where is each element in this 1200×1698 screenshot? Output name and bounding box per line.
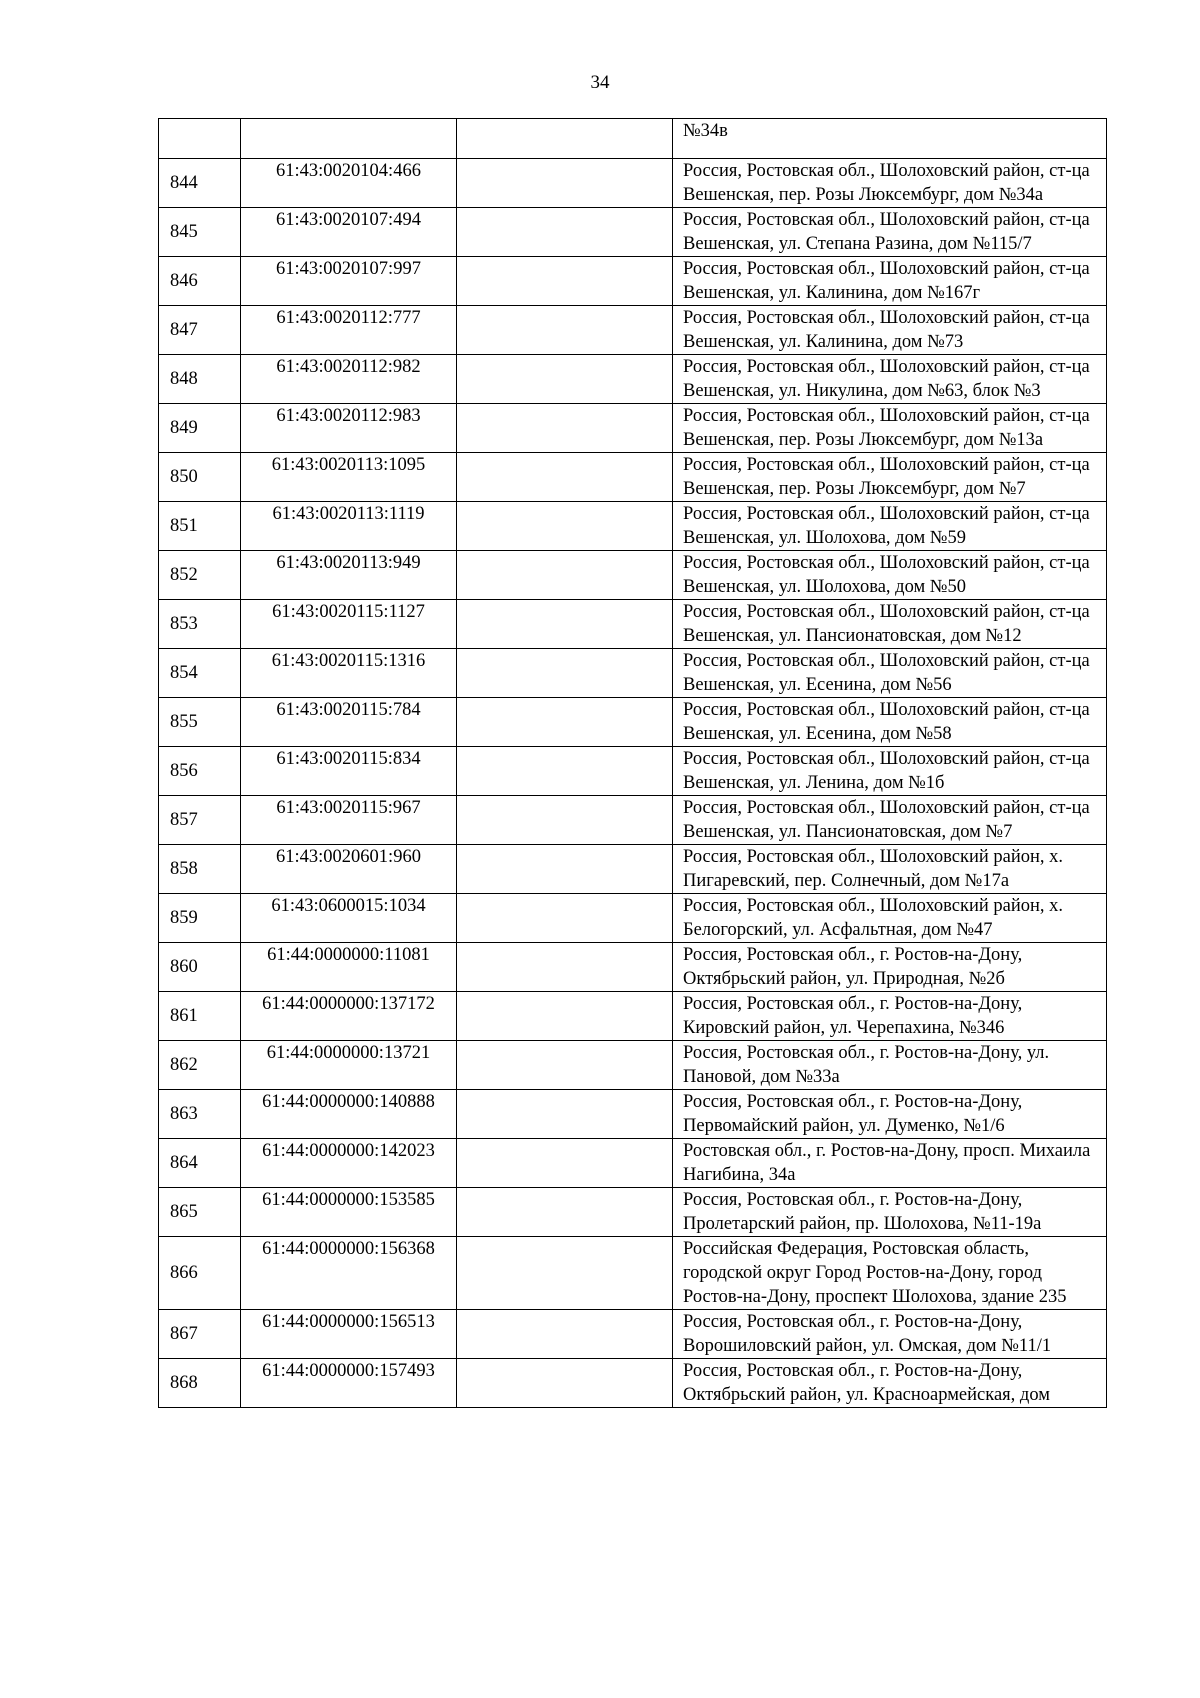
row-number-cell: 854 bbox=[159, 649, 241, 698]
table-row bbox=[159, 894, 1107, 943]
empty-cell bbox=[457, 1188, 673, 1237]
address-cell: Россия, Ростовская обл., г. Ростов-на-Дону, Кировский район, ул. Черепахина, №346 bbox=[673, 992, 1107, 1041]
row-number-cell: 863 bbox=[159, 1090, 241, 1139]
address-cell: Российская Федерация, Ростовская область, городской округ Город Ростов-на-Дону, город Ростов-на-Дону, проспект Шолохова, здание 235 bbox=[673, 1237, 1107, 1310]
address-cell: Россия, Ростовская обл., Шолоховский район, ст-ца Вешенская, пер. Розы Люксембург, дом №7 bbox=[673, 453, 1107, 502]
empty-cell bbox=[457, 747, 673, 796]
table-row bbox=[159, 355, 1107, 404]
cadastral-number-cell: 61:44:0000000:142023 bbox=[241, 1139, 457, 1188]
cadastral-number-cell: 61:44:0000000:11081 bbox=[241, 943, 457, 992]
row-number-cell: 850 bbox=[159, 453, 241, 502]
table-row bbox=[159, 600, 1107, 649]
cadastral-number-cell: 61:43:0600015:1034 bbox=[241, 894, 457, 943]
cadastral-number-cell: 61:44:0000000:140888 bbox=[241, 1090, 457, 1139]
empty-cell bbox=[457, 1090, 673, 1139]
empty-cell bbox=[457, 1237, 673, 1310]
row-number-cell: 859 bbox=[159, 894, 241, 943]
address-cell: Россия, Ростовская обл., Шолоховский район, ст-ца Вешенская, ул. Есенина, дом №56 bbox=[673, 649, 1107, 698]
row-number-cell: 860 bbox=[159, 943, 241, 992]
cadastral-number-cell bbox=[241, 119, 457, 159]
empty-cell bbox=[457, 1359, 673, 1408]
table-row bbox=[159, 159, 1107, 208]
address-cell: Ростовская обл., г. Ростов-на-Дону, просп. Михаила Нагибина, 34а bbox=[673, 1139, 1107, 1188]
table-row bbox=[159, 943, 1107, 992]
row-number-cell: 851 bbox=[159, 502, 241, 551]
cadastral-number-cell: 61:43:0020115:1127 bbox=[241, 600, 457, 649]
table-row bbox=[159, 208, 1107, 257]
page-number: 34 bbox=[590, 72, 610, 93]
address-cell: Россия, Ростовская обл., г. Ростов-на-Дону, Октябрьский район, ул. Красноармейская, дом bbox=[673, 1359, 1107, 1408]
empty-cell bbox=[457, 1310, 673, 1359]
address-cell: Россия, Ростовская обл., Шолоховский район, ст-ца Вешенская, ул. Степана Разина, дом №115/7 bbox=[673, 208, 1107, 257]
empty-cell bbox=[457, 119, 673, 159]
empty-cell bbox=[457, 502, 673, 551]
cadastral-number-cell: 61:43:0020104:466 bbox=[241, 159, 457, 208]
empty-cell bbox=[457, 894, 673, 943]
cadastral-number-cell: 61:44:0000000:156368 bbox=[241, 1237, 457, 1310]
cadastral-number-cell: 61:43:0020115:967 bbox=[241, 796, 457, 845]
cadastral-number-cell: 61:43:0020601:960 bbox=[241, 845, 457, 894]
registry-table-body bbox=[159, 119, 1107, 1408]
address-cell: Россия, Ростовская обл., Шолоховский район, ст-ца Вешенская, ул. Пансионатовская, дом №12 bbox=[673, 600, 1107, 649]
row-number-cell: 846 bbox=[159, 257, 241, 306]
row-number-cell: 849 bbox=[159, 404, 241, 453]
row-number-cell: 864 bbox=[159, 1139, 241, 1188]
empty-cell bbox=[457, 551, 673, 600]
row-number-cell: 857 bbox=[159, 796, 241, 845]
empty-cell bbox=[457, 698, 673, 747]
cadastral-number-cell: 61:43:0020112:777 bbox=[241, 306, 457, 355]
cadastral-number-cell: 61:43:0020107:494 bbox=[241, 208, 457, 257]
table-row bbox=[159, 796, 1107, 845]
cadastral-number-cell: 61:44:0000000:137172 bbox=[241, 992, 457, 1041]
address-cell: Россия, Ростовская обл., Шолоховский район, ст-ца Вешенская, ул. Есенина, дом №58 bbox=[673, 698, 1107, 747]
table-row bbox=[159, 845, 1107, 894]
empty-cell bbox=[457, 257, 673, 306]
empty-cell bbox=[457, 1041, 673, 1090]
empty-cell bbox=[457, 796, 673, 845]
row-number-cell: 855 bbox=[159, 698, 241, 747]
empty-cell bbox=[457, 649, 673, 698]
table-row bbox=[159, 1090, 1107, 1139]
table-row bbox=[159, 1359, 1107, 1408]
row-number-cell: 862 bbox=[159, 1041, 241, 1090]
empty-cell bbox=[457, 1139, 673, 1188]
table-row bbox=[159, 502, 1107, 551]
address-cell: Россия, Ростовская обл., г. Ростов-на-Дону, ул. Пановой, дом №33а bbox=[673, 1041, 1107, 1090]
table-row bbox=[159, 1188, 1107, 1237]
cadastral-number-cell: 61:44:0000000:153585 bbox=[241, 1188, 457, 1237]
cadastral-number-cell: 61:44:0000000:156513 bbox=[241, 1310, 457, 1359]
address-cell: Россия, Ростовская обл., г. Ростов-на-Дону, Первомайский район, ул. Думенко, №1/6 bbox=[673, 1090, 1107, 1139]
row-number-cell: 861 bbox=[159, 992, 241, 1041]
cadastral-number-cell: 61:43:0020107:997 bbox=[241, 257, 457, 306]
address-cell: Россия, Ростовская обл., Шолоховский район, ст-ца Вешенская, ул. Ленина, дом №1б bbox=[673, 747, 1107, 796]
address-cell: Россия, Ростовская обл., Шолоховский район, ст-ца Вешенская, ул. Никулина, дом №63, блок №3 bbox=[673, 355, 1107, 404]
empty-cell bbox=[457, 845, 673, 894]
row-number-cell: 856 bbox=[159, 747, 241, 796]
row-number-cell: 868 bbox=[159, 1359, 241, 1408]
row-number-cell: 866 bbox=[159, 1237, 241, 1310]
cadastral-number-cell: 61:43:0020113:1095 bbox=[241, 453, 457, 502]
address-cell: Россия, Ростовская обл., Шолоховский район, ст-ца Вешенская, ул. Шолохова, дом №50 bbox=[673, 551, 1107, 600]
address-cell: Россия, Ростовская обл., г. Ростов-на-Дону, Ворошиловский район, ул. Омская, дом №11/1 bbox=[673, 1310, 1107, 1359]
cadastral-number-cell: 61:43:0020113:1119 bbox=[241, 502, 457, 551]
table-row bbox=[159, 306, 1107, 355]
row-number-cell: 867 bbox=[159, 1310, 241, 1359]
row-number-cell: 852 bbox=[159, 551, 241, 600]
table-row bbox=[159, 1041, 1107, 1090]
cadastral-number-cell: 61:43:0020112:982 bbox=[241, 355, 457, 404]
row-number-cell: 844 bbox=[159, 159, 241, 208]
table-row bbox=[159, 698, 1107, 747]
table-row bbox=[159, 453, 1107, 502]
address-cell: Россия, Ростовская обл., Шолоховский район, х. Белогорский, ул. Асфальтная, дом №47 bbox=[673, 894, 1107, 943]
empty-cell bbox=[457, 600, 673, 649]
row-number-cell: 853 bbox=[159, 600, 241, 649]
table-row bbox=[159, 649, 1107, 698]
empty-cell bbox=[457, 306, 673, 355]
address-cell: Россия, Ростовская обл., Шолоховский район, ст-ца Вешенская, ул. Шолохова, дом №59 bbox=[673, 502, 1107, 551]
empty-cell bbox=[457, 943, 673, 992]
empty-cell bbox=[457, 355, 673, 404]
table-row bbox=[159, 119, 1107, 159]
cadastral-number-cell: 61:44:0000000:13721 bbox=[241, 1041, 457, 1090]
address-cell: №34в bbox=[673, 119, 1107, 159]
row-number-cell bbox=[159, 119, 241, 159]
table-row bbox=[159, 992, 1107, 1041]
address-cell: Россия, Ростовская обл., г. Ростов-на-Дону, Октябрьский район, ул. Природная, №2б bbox=[673, 943, 1107, 992]
cadastral-number-cell: 61:44:0000000:157493 bbox=[241, 1359, 457, 1408]
empty-cell bbox=[457, 208, 673, 257]
empty-cell bbox=[457, 404, 673, 453]
address-cell: Россия, Ростовская обл., Шолоховский район, ст-ца Вешенская, ул. Калинина, дом №73 bbox=[673, 306, 1107, 355]
property-registry-table bbox=[158, 118, 1107, 1408]
row-number-cell: 865 bbox=[159, 1188, 241, 1237]
table-row bbox=[159, 257, 1107, 306]
row-number-cell: 845 bbox=[159, 208, 241, 257]
table-row bbox=[159, 551, 1107, 600]
table-row bbox=[159, 747, 1107, 796]
address-cell: Россия, Ростовская обл., г. Ростов-на-Дону, Пролетарский район, пр. Шолохова, №11-19а bbox=[673, 1188, 1107, 1237]
cadastral-number-cell: 61:43:0020115:834 bbox=[241, 747, 457, 796]
row-number-cell: 858 bbox=[159, 845, 241, 894]
address-cell: Россия, Ростовская обл., Шолоховский район, х. Пигаревский, пер. Солнечный, дом №17а bbox=[673, 845, 1107, 894]
table-row bbox=[159, 1237, 1107, 1310]
row-number-cell: 847 bbox=[159, 306, 241, 355]
empty-cell bbox=[457, 992, 673, 1041]
table-row bbox=[159, 404, 1107, 453]
empty-cell bbox=[457, 159, 673, 208]
cadastral-number-cell: 61:43:0020115:1316 bbox=[241, 649, 457, 698]
table-row bbox=[159, 1310, 1107, 1359]
row-number-cell: 848 bbox=[159, 355, 241, 404]
cadastral-number-cell: 61:43:0020112:983 bbox=[241, 404, 457, 453]
empty-cell bbox=[457, 453, 673, 502]
address-cell: Россия, Ростовская обл., Шолоховский район, ст-ца Вешенская, ул. Пансионатовская, дом №7 bbox=[673, 796, 1107, 845]
address-cell: Россия, Ростовская обл., Шолоховский район, ст-ца Вешенская, пер. Розы Люксембург, дом №34а bbox=[673, 159, 1107, 208]
address-cell: Россия, Ростовская обл., Шолоховский район, ст-ца Вешенская, пер. Розы Люксембург, дом №13а bbox=[673, 404, 1107, 453]
table-row bbox=[159, 1139, 1107, 1188]
address-cell: Россия, Ростовская обл., Шолоховский район, ст-ца Вешенская, ул. Калинина, дом №167г bbox=[673, 257, 1107, 306]
cadastral-number-cell: 61:43:0020115:784 bbox=[241, 698, 457, 747]
cadastral-number-cell: 61:43:0020113:949 bbox=[241, 551, 457, 600]
